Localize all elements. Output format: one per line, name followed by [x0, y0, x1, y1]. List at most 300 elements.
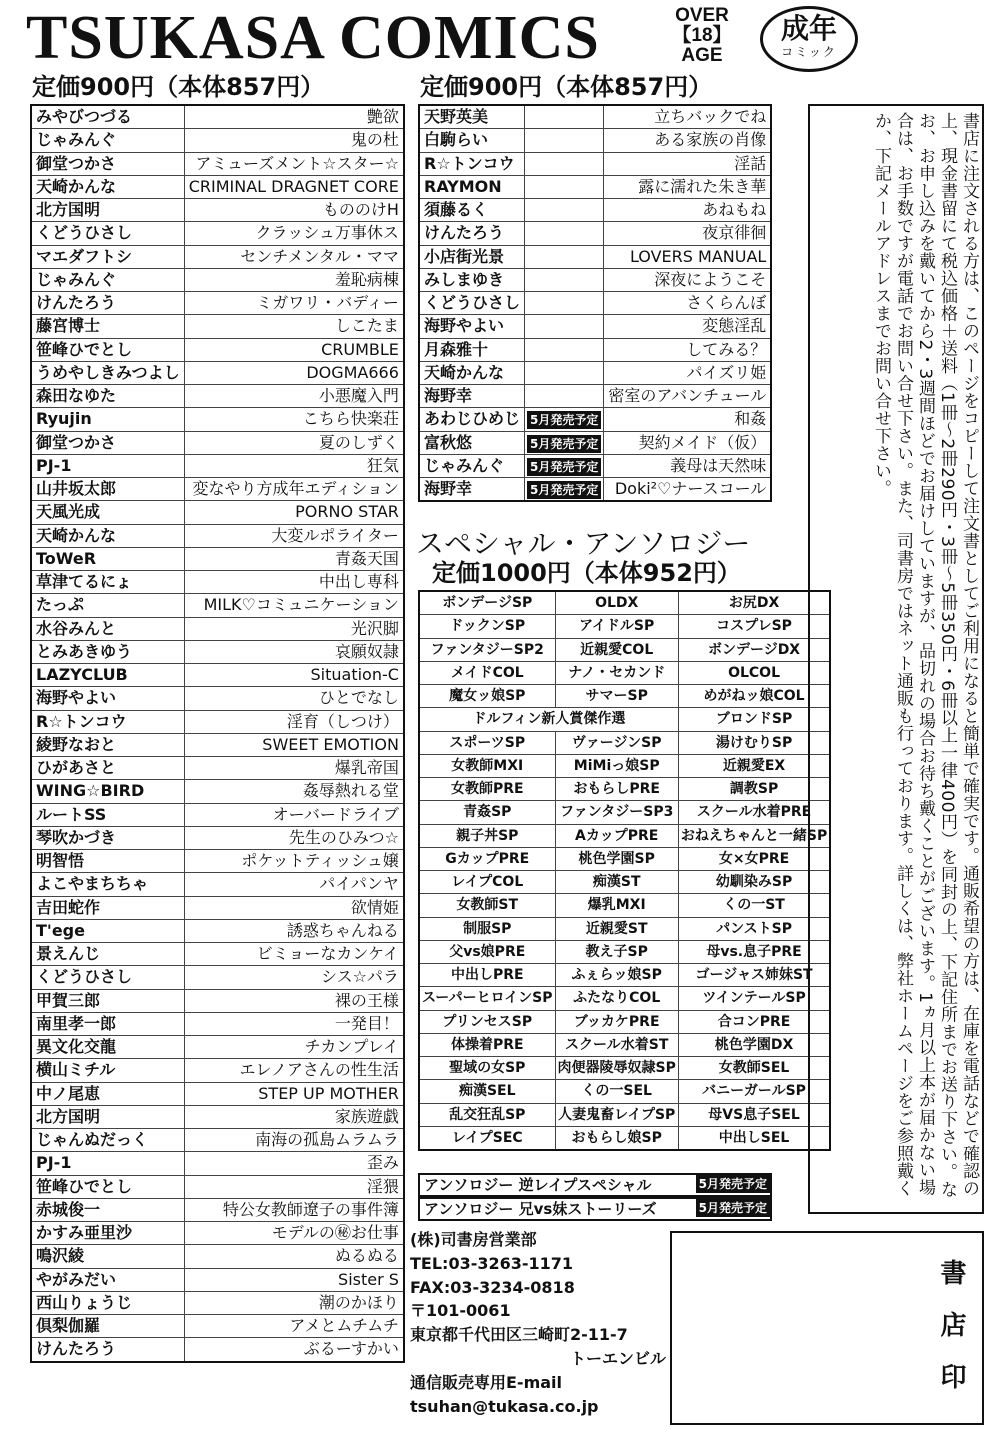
book-title: 青姦天国	[184, 547, 404, 570]
title-row	[31, 1129, 404, 1152]
title-row	[419, 222, 771, 245]
anthology-row	[419, 1103, 830, 1126]
anthology-title: ふたなりCOL	[555, 987, 678, 1010]
book-title: 露に濡れた朱き華	[604, 175, 771, 198]
author-name: やがみだい	[31, 1268, 184, 1291]
anthology-title: 女×女PRE	[678, 847, 830, 870]
book-title: 羞恥病棟	[184, 268, 404, 291]
title-row	[31, 989, 404, 1012]
anthology-row	[419, 847, 830, 870]
author-name: 西山りょうじ	[31, 1291, 184, 1314]
anthology-title: 合コンPRE	[678, 1010, 830, 1033]
book-title: もののけH	[184, 199, 404, 222]
title-row	[31, 687, 404, 710]
title-row	[419, 152, 771, 175]
author-name: 北方国明	[31, 199, 184, 222]
author-name: けんたろう	[31, 1338, 184, 1362]
author-name: くどうひさし	[31, 966, 184, 989]
book-title: 大変ルポライター	[184, 524, 404, 547]
anthology-row	[419, 685, 830, 708]
title-row	[419, 292, 771, 315]
book-title: ぬるぬる	[184, 1245, 404, 1268]
author-name: R☆トンコウ	[419, 152, 525, 175]
anthology-title: 父vs娘PRE	[419, 940, 555, 963]
anthology-title: ファンタジーSP2	[419, 638, 555, 661]
author-name: 御堂つかさ	[31, 431, 184, 454]
left-title-list	[30, 104, 405, 1363]
anthology-title: ヴァージンSP	[555, 731, 678, 754]
anthology-title: 親子丼SP	[419, 824, 555, 847]
title-row	[31, 199, 404, 222]
bookstore-stamp-box	[670, 1231, 984, 1425]
title-row	[31, 1268, 404, 1291]
book-title: 変なやり方成年エディション	[184, 478, 404, 501]
author-name: じゃみんぐ	[31, 268, 184, 291]
release-cell	[525, 478, 604, 502]
page-title: TSUKASA COMICS	[26, 4, 600, 72]
book-title: SWEET EMOTION	[184, 733, 404, 756]
book-title: Doki²♡ナースコール	[604, 478, 771, 502]
book-title: してみる？	[604, 338, 771, 361]
book-title: パイパンヤ	[184, 873, 404, 896]
author-name: ToWeR	[31, 547, 184, 570]
title-row	[31, 408, 404, 431]
anthology-row	[419, 871, 830, 894]
book-title: 歪み	[184, 1152, 404, 1175]
title-row	[31, 919, 404, 942]
anthology-row	[419, 964, 830, 987]
title-row	[31, 896, 404, 919]
author-name: けんたろう	[419, 222, 525, 245]
anthology-title: 近親愛COL	[555, 638, 678, 661]
author-name: ひがあさと	[31, 757, 184, 780]
author-name: とみあきゆう	[31, 640, 184, 663]
author-name: 綾野なおと	[31, 733, 184, 756]
author-name: マエダフトシ	[31, 245, 184, 268]
title-row	[31, 245, 404, 268]
author-name: 海野やよい	[419, 315, 525, 338]
company-fax: FAX:03-3234-0818	[410, 1277, 575, 1297]
author-name: 吉田蛇作	[31, 896, 184, 919]
anthology-row	[419, 1033, 830, 1056]
author-name: 海野幸	[419, 385, 525, 408]
over-age-mark	[654, 6, 750, 66]
title-row	[31, 943, 404, 966]
author-name: 笹峰ひでとし	[31, 338, 184, 361]
anthology-title: 湯けむりSP	[678, 731, 830, 754]
book-title: DOGMA666	[184, 361, 404, 384]
author-name: じゃんぬだっく	[31, 1129, 184, 1152]
title-row	[419, 245, 771, 268]
over-age-line: 【18】	[672, 25, 732, 46]
title-row	[31, 571, 404, 594]
book-title: 家族遊戯	[184, 1105, 404, 1128]
over-age-line: AGE	[681, 45, 723, 66]
release-cell	[525, 222, 604, 245]
over-age-line: OVER	[675, 5, 729, 26]
title-row	[31, 594, 404, 617]
book-title: 契約メイド（仮）	[604, 431, 771, 454]
book-title: さくらんぼ	[604, 292, 771, 315]
anthology-title: GカップPRE	[419, 847, 555, 870]
book-title: 立ちバックでね	[604, 105, 771, 129]
anthology-title: 女教師SEL	[678, 1057, 830, 1080]
title-row	[419, 268, 771, 291]
title-row	[419, 361, 771, 384]
anthology-title: 教え子SP	[555, 940, 678, 963]
stamp-label: 書店印	[936, 1259, 966, 1415]
anthology-title: コスプレSP	[678, 615, 830, 638]
anthology-title: ボンデージSP	[419, 591, 555, 615]
anthology-title: 青姦SP	[419, 801, 555, 824]
book-title: エレノアさんの性生活	[184, 1059, 404, 1082]
book-title: LOVERS MANUAL	[604, 245, 771, 268]
book-title: 艶欲	[184, 105, 404, 129]
anthology-title: メイドCOL	[419, 661, 555, 684]
book-title: ポケットティッシュ嬢	[184, 850, 404, 873]
anthology-title: OLCOL	[678, 661, 830, 684]
title-row	[31, 175, 404, 198]
anthology-title: 痴漢SEL	[419, 1080, 555, 1103]
anthology-row	[419, 894, 830, 917]
author-name: じゃみんぐ	[419, 454, 525, 477]
author-name: 富秋悠	[419, 431, 525, 454]
author-name: WING☆BIRD	[31, 780, 184, 803]
book-title: 淫猥	[184, 1175, 404, 1198]
anthology-row	[419, 754, 830, 777]
book-title: ビミョーなカンケイ	[184, 943, 404, 966]
book-title: 変態淫乱	[604, 315, 771, 338]
author-name: 赤城俊一	[31, 1198, 184, 1221]
anthology-title: おねえちゃんと一緒SP	[678, 824, 830, 847]
book-title: 潮のかほり	[184, 1291, 404, 1314]
release-cell	[525, 152, 604, 175]
author-name: かすみ亜里沙	[31, 1222, 184, 1245]
title-row	[31, 1082, 404, 1105]
anthology-title: プリンセスSP	[419, 1010, 555, 1033]
anthology-title: 女教師MXI	[419, 754, 555, 777]
anthology-title: サマーSP	[555, 685, 678, 708]
anthology-title: OLDX	[555, 591, 678, 615]
release-tag: 5月発売予定	[696, 1199, 770, 1217]
company-email: tsuhan@tukasa.co.jp	[410, 1396, 599, 1416]
title-row	[31, 640, 404, 663]
title-row	[31, 1198, 404, 1221]
title-row	[31, 338, 404, 361]
title-row	[419, 454, 771, 477]
anthology-title: 近親愛ST	[555, 917, 678, 940]
title-row	[31, 454, 404, 477]
book-title: チカンプレイ	[184, 1036, 404, 1059]
title-row	[419, 199, 771, 222]
anthology-row	[419, 1010, 830, 1033]
author-name: 鳴沢綾	[31, 1245, 184, 1268]
book-title: 裸の王様	[184, 989, 404, 1012]
author-name: 須藤るく	[419, 199, 525, 222]
anthology-title: レイプSEC	[419, 1126, 555, 1150]
book-title: 狂気	[184, 454, 404, 477]
anthology-title: お尻DX	[678, 591, 830, 615]
title-row	[31, 1315, 404, 1338]
anthology-row	[419, 1057, 830, 1080]
book-title: 姦辱熱れる堂	[184, 780, 404, 803]
anthology-row	[419, 778, 830, 801]
book-title: 小悪魔入門	[184, 385, 404, 408]
anthology-title: めがねッ娘COL	[678, 685, 830, 708]
author-name: 海野幸	[419, 478, 525, 502]
author-name: 山井坂太郎	[31, 478, 184, 501]
title-row	[31, 478, 404, 501]
book-title: アミューズメント☆スター☆	[184, 152, 404, 175]
book-title: PORNO STAR	[184, 501, 404, 524]
author-name: 水谷みんと	[31, 617, 184, 640]
anthology-title: アンソロジー 兄vs妹ストーリーズ	[424, 1200, 657, 1218]
anthology-title: ブロンドSP	[678, 708, 830, 731]
title-row	[31, 803, 404, 826]
title-row	[31, 315, 404, 338]
anthology-title: おもらしPRE	[555, 778, 678, 801]
book-title: 一発目！	[184, 1012, 404, 1035]
title-row	[31, 664, 404, 687]
anthology-title: 痴漢ST	[555, 871, 678, 894]
anthology-title: 桃色学園DX	[678, 1033, 830, 1056]
anthology-row	[419, 987, 830, 1010]
anthology-title: 母VS息子SEL	[678, 1103, 830, 1126]
anthology-title: おもらし娘SP	[555, 1126, 678, 1150]
book-title: こちら快楽荘	[184, 408, 404, 431]
book-title: 密室のアバンチュール	[604, 385, 771, 408]
author-name: LAZYCLUB	[31, 664, 184, 687]
title-row	[419, 408, 771, 431]
book-title: 爆乳帝国	[184, 757, 404, 780]
release-cell	[525, 454, 604, 477]
author-name: たっぷ	[31, 594, 184, 617]
release-tag: 5月発売予定	[527, 481, 601, 499]
title-row	[31, 1338, 404, 1362]
title-row	[31, 152, 404, 175]
anthology-row	[419, 824, 830, 847]
right-price: 定価900円（本体857円）	[420, 73, 713, 101]
anthology-title: ふぇらッ娘SP	[555, 964, 678, 987]
author-name: 景えんじ	[31, 943, 184, 966]
anthology-row	[419, 661, 830, 684]
anthology-title: バニーガールSP	[678, 1080, 830, 1103]
book-title: パイズリ姫	[604, 361, 771, 384]
book-title: あねもね	[604, 199, 771, 222]
author-name: ルートSS	[31, 803, 184, 826]
anthology-title: 女教師PRE	[419, 778, 555, 801]
title-row	[31, 268, 404, 291]
title-row	[419, 129, 771, 152]
book-title: 南海の孤島ムラムラ	[184, 1129, 404, 1152]
book-title: 淫話	[604, 152, 771, 175]
book-title: 和姦	[604, 408, 771, 431]
anthology-title: 体操着PRE	[419, 1033, 555, 1056]
anthology-title: 近親愛EX	[678, 754, 830, 777]
book-title: シス☆パラ	[184, 966, 404, 989]
company-name: (株)司書房営業部	[410, 1230, 537, 1249]
title-row	[31, 617, 404, 640]
company-address: 東京都千代田区三崎町2-11-7	[410, 1325, 628, 1345]
title-row	[31, 292, 404, 315]
title-row	[31, 361, 404, 384]
book-title: 鬼の杜	[184, 129, 404, 152]
anthology-title: ツインテールSP	[678, 987, 830, 1010]
company-info	[410, 1228, 680, 1418]
author-name: 白駒らい	[419, 129, 525, 152]
author-name: 笹峰ひでとし	[31, 1175, 184, 1198]
book-title: 淫育（しつけ）	[184, 710, 404, 733]
book-title: ぶるーすかい	[184, 1338, 404, 1362]
anthology-title: 調教SP	[678, 778, 830, 801]
title-row	[31, 547, 404, 570]
anthology-title: スポーツSP	[419, 731, 555, 754]
author-name: 天崎かんな	[31, 175, 184, 198]
release-tag: 5月発売予定	[527, 458, 601, 476]
author-name: 横山ミチル	[31, 1059, 184, 1082]
anthology-title: ドックンSP	[419, 615, 555, 638]
author-name: くどうひさし	[31, 222, 184, 245]
title-row	[31, 966, 404, 989]
right-title-list	[418, 104, 772, 502]
mail-label: 通信販売専用E-mail	[410, 1372, 563, 1392]
book-title: 特公女教師遼子の事件簿	[184, 1198, 404, 1221]
title-row	[419, 315, 771, 338]
title-row	[31, 524, 404, 547]
title-row	[31, 780, 404, 803]
author-name: 琴吹かづき	[31, 826, 184, 849]
author-name: RAYMON	[419, 175, 525, 198]
anthology-title: パンストSP	[678, 917, 830, 940]
anthology-title: 中出しPRE	[419, 964, 555, 987]
anthology-row	[419, 917, 830, 940]
anthology-title: レイプCOL	[419, 871, 555, 894]
author-name: 天風光成	[31, 501, 184, 524]
anthology-title: 爆乳MXI	[555, 894, 678, 917]
author-name: けんたろう	[31, 292, 184, 315]
badge-main: 成年	[780, 12, 837, 45]
author-name: PJ-1	[31, 454, 184, 477]
book-title: モデルの㊙お仕事	[184, 1222, 404, 1245]
anthology-item	[418, 1173, 772, 1197]
title-row	[31, 222, 404, 245]
anthology-title: くの一SEL	[555, 1080, 678, 1103]
anthology-title: 中出しSEL	[678, 1126, 830, 1150]
release-cell	[525, 105, 604, 129]
special-price: 定価1000円（本体952円）	[432, 559, 741, 587]
release-cell	[525, 129, 604, 152]
book-title: CRUMBLE	[184, 338, 404, 361]
anthology-row	[419, 638, 830, 661]
release-tag: 5月発売予定	[696, 1175, 770, 1193]
title-row	[31, 826, 404, 849]
author-name: 御堂つかさ	[31, 152, 184, 175]
release-cell	[525, 175, 604, 198]
anthology-title: 魔女ッ娘SP	[419, 685, 555, 708]
release-cell	[525, 245, 604, 268]
book-title: 義母は天然味	[604, 454, 771, 477]
title-row	[31, 1152, 404, 1175]
author-name: よこやまちちゃ	[31, 873, 184, 896]
book-title: 夏のしずく	[184, 431, 404, 454]
title-row	[419, 338, 771, 361]
anthology-title: アンソロジー 逆レイプスペシャル	[424, 1176, 652, 1194]
anthology-title: ボンデージDX	[678, 638, 830, 661]
title-row	[31, 850, 404, 873]
title-row	[419, 385, 771, 408]
company-tel: TEL:03-3263-1171	[410, 1253, 574, 1273]
author-name: 天野英美	[419, 105, 525, 129]
author-name: 草津てるにょ	[31, 571, 184, 594]
author-name: 天崎かんな	[31, 524, 184, 547]
book-title: ある家族の肖像	[604, 129, 771, 152]
anthology-row	[419, 591, 830, 615]
anthology-row	[419, 1080, 830, 1103]
title-row	[31, 1012, 404, 1035]
book-title: Situation-C	[184, 664, 404, 687]
book-title: アメとムチムチ	[184, 1315, 404, 1338]
anthology-row	[419, 1126, 830, 1150]
author-name: じゃみんぐ	[31, 129, 184, 152]
book-title: 深夜にようこそ	[604, 268, 771, 291]
special-anthology-grid	[418, 590, 831, 1151]
author-name: 倶梨伽羅	[31, 1315, 184, 1338]
anthology-row	[419, 731, 830, 754]
title-row	[31, 1059, 404, 1082]
adult-comic-badge	[760, 6, 858, 72]
anthology-row	[419, 940, 830, 963]
book-title: 欲情姫	[184, 896, 404, 919]
book-title: センチメンタル・ママ	[184, 245, 404, 268]
anthology-title: 人妻鬼畜レイプSP	[555, 1103, 678, 1126]
anthology-title: 女教師ST	[419, 894, 555, 917]
left-price: 定価900円（本体857円）	[32, 73, 325, 101]
title-row	[31, 873, 404, 896]
author-name: R☆トンコウ	[31, 710, 184, 733]
anthology-title: くの一ST	[678, 894, 830, 917]
title-row	[31, 105, 404, 129]
anthology-title: スクール水着PRE	[678, 801, 830, 824]
book-title: オーバードライブ	[184, 803, 404, 826]
book-title: クラッシュ万事休ス	[184, 222, 404, 245]
anthology-row	[419, 615, 830, 638]
title-row	[31, 757, 404, 780]
release-cell	[525, 292, 604, 315]
release-cell	[525, 431, 604, 454]
title-row	[419, 175, 771, 198]
book-title: 先生のひみつ☆	[184, 826, 404, 849]
author-name: T'ege	[31, 919, 184, 942]
anthology-title: スーパーヒロインSP	[419, 987, 555, 1010]
anthology-title: ドルフィン新人賞傑作選	[419, 708, 678, 731]
anthology-title: 桃色学園SP	[555, 847, 678, 870]
anthology-title: ゴージャス姉妹ST	[678, 964, 830, 987]
company-zip: 〒101-0061	[410, 1301, 511, 1321]
release-cell	[525, 315, 604, 338]
anthology-title: スクール水着ST	[555, 1033, 678, 1056]
book-title: 哀願奴隷	[184, 640, 404, 663]
anthology-title: アイドルSP	[555, 615, 678, 638]
book-title: Sister S	[184, 1268, 404, 1291]
release-cell	[525, 199, 604, 222]
title-row	[31, 1291, 404, 1314]
author-name: 天崎かんな	[419, 361, 525, 384]
book-title: 誘惑ちゃんねる	[184, 919, 404, 942]
release-tag: 5月発売予定	[527, 435, 601, 453]
author-name: 異文化交龍	[31, 1036, 184, 1059]
title-row	[31, 501, 404, 524]
author-name: 月森雅十	[419, 338, 525, 361]
